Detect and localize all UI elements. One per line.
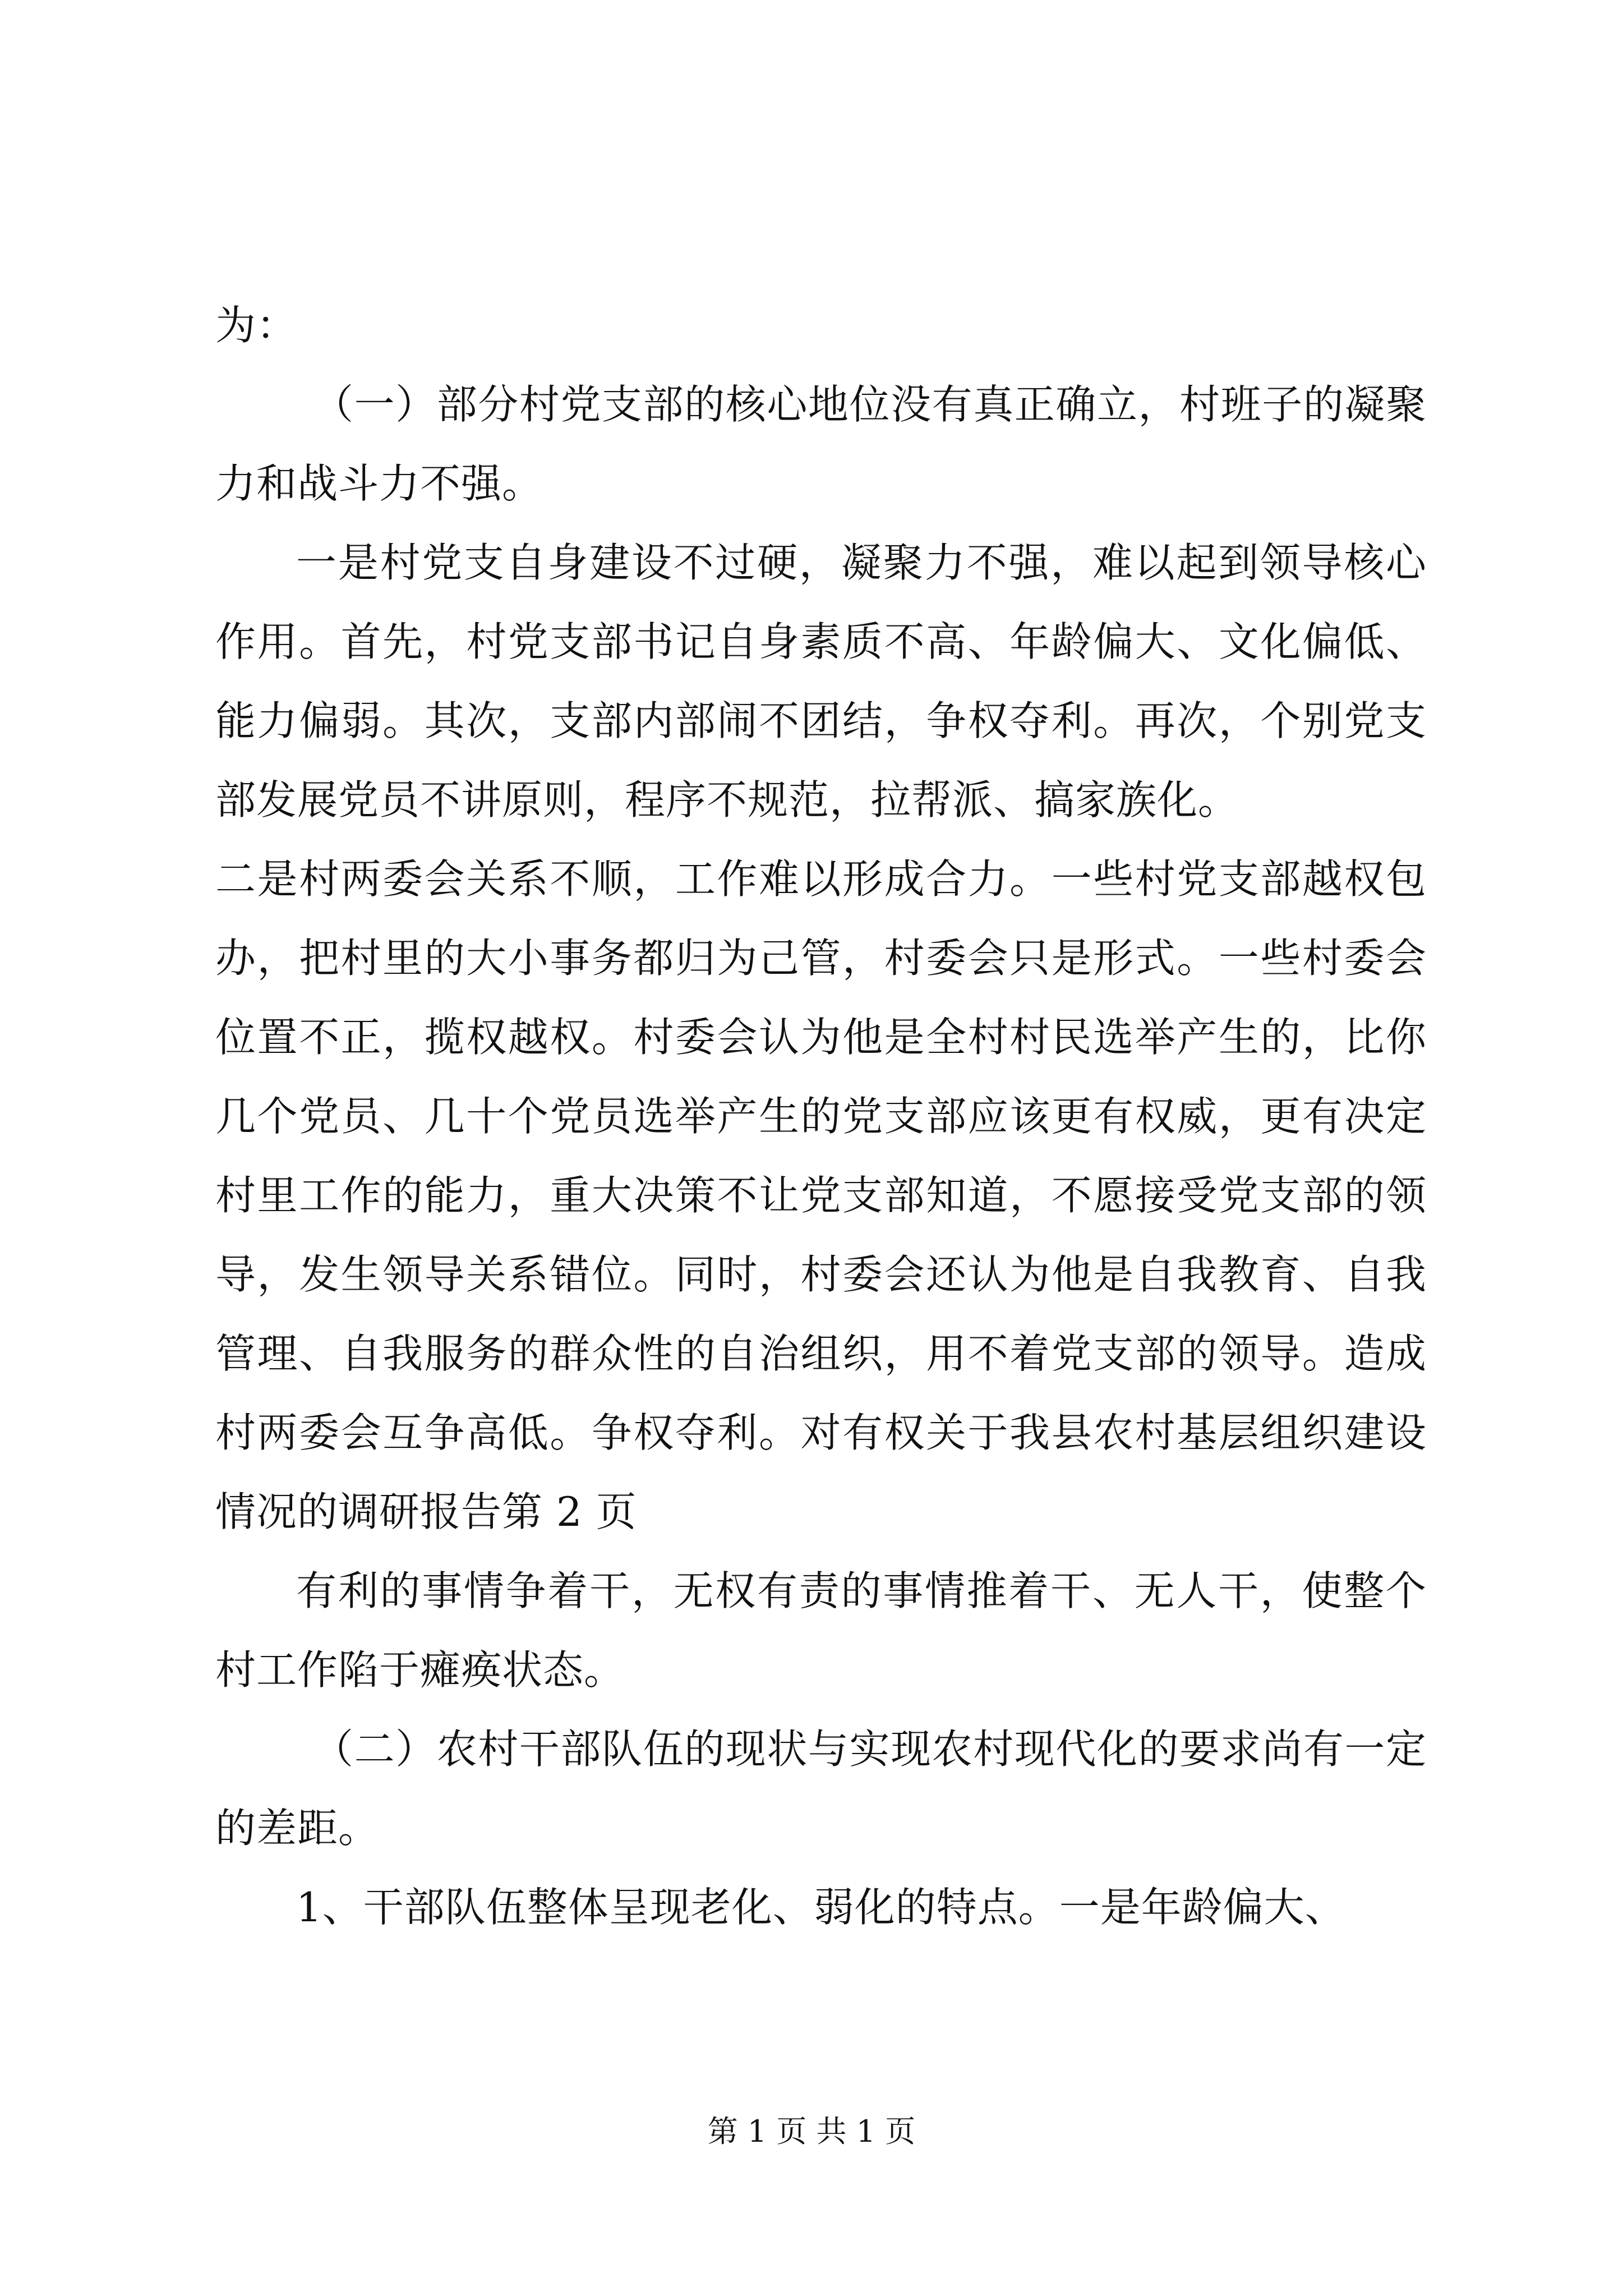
- page-footer: 第 1 页 共 1 页: [707, 2114, 916, 2149]
- paragraph-two-committees: 二是村两委会关系不顺，工作难以形成合力。一些村党支部越权包办，把村里的大小事务都归为己管，村委会只是形式。一些村委会位置不正，揽权越权。村委会认为他是全村村民选举产生的，比你几个党员、几十个党员选举产生的党支部应该更有权威，更有决定村里工作的能力，重大决策不让党支部知道，不愿接受党支部的领导，发生领导关系错位。同时，村委会还认为他是自我教育、自我管理、自我服务的群众性的自治组织，用不着党支部的领导。造成村两委会互争高低。争权夺利。对有权关于我县农村基层组织建设情况的调研报告第 2 页: [215, 855, 1427, 1535]
- paragraph-continuation: 为：: [215, 302, 298, 349]
- document-body: [215, 286, 1427, 1947]
- section-heading-two: （二）农村干部队伍的现状与实现农村现代化的要求尚有一定的差距。: [215, 1726, 1427, 1852]
- section-heading-one: （一）部分村党支部的核心地位没有真正确立，村班子的凝聚力和战斗力不强。: [215, 381, 1427, 507]
- paragraph-paralysis: 有利的事情争着干，无权有责的事情推着干、无人干，使整个村工作陷于瘫痪状态。: [215, 1567, 1427, 1694]
- paragraph-party-branch: 一是村党支自身建设不过硬，凝聚力不强，难以起到领导核心作用。首先，村党支部书记自身素质不高、年龄偏大、文化偏低、能力偏弱。其次，支部内部闹不团结，争权夺利。再次，个别党支部发展党员不讲原则，程序不规范，拉帮派、搞家族化。: [215, 539, 1427, 823]
- paragraph-cadre-aging: 1、干部队伍整体呈现老化、弱化的特点。一是年龄偏大、: [296, 1884, 1346, 1931]
